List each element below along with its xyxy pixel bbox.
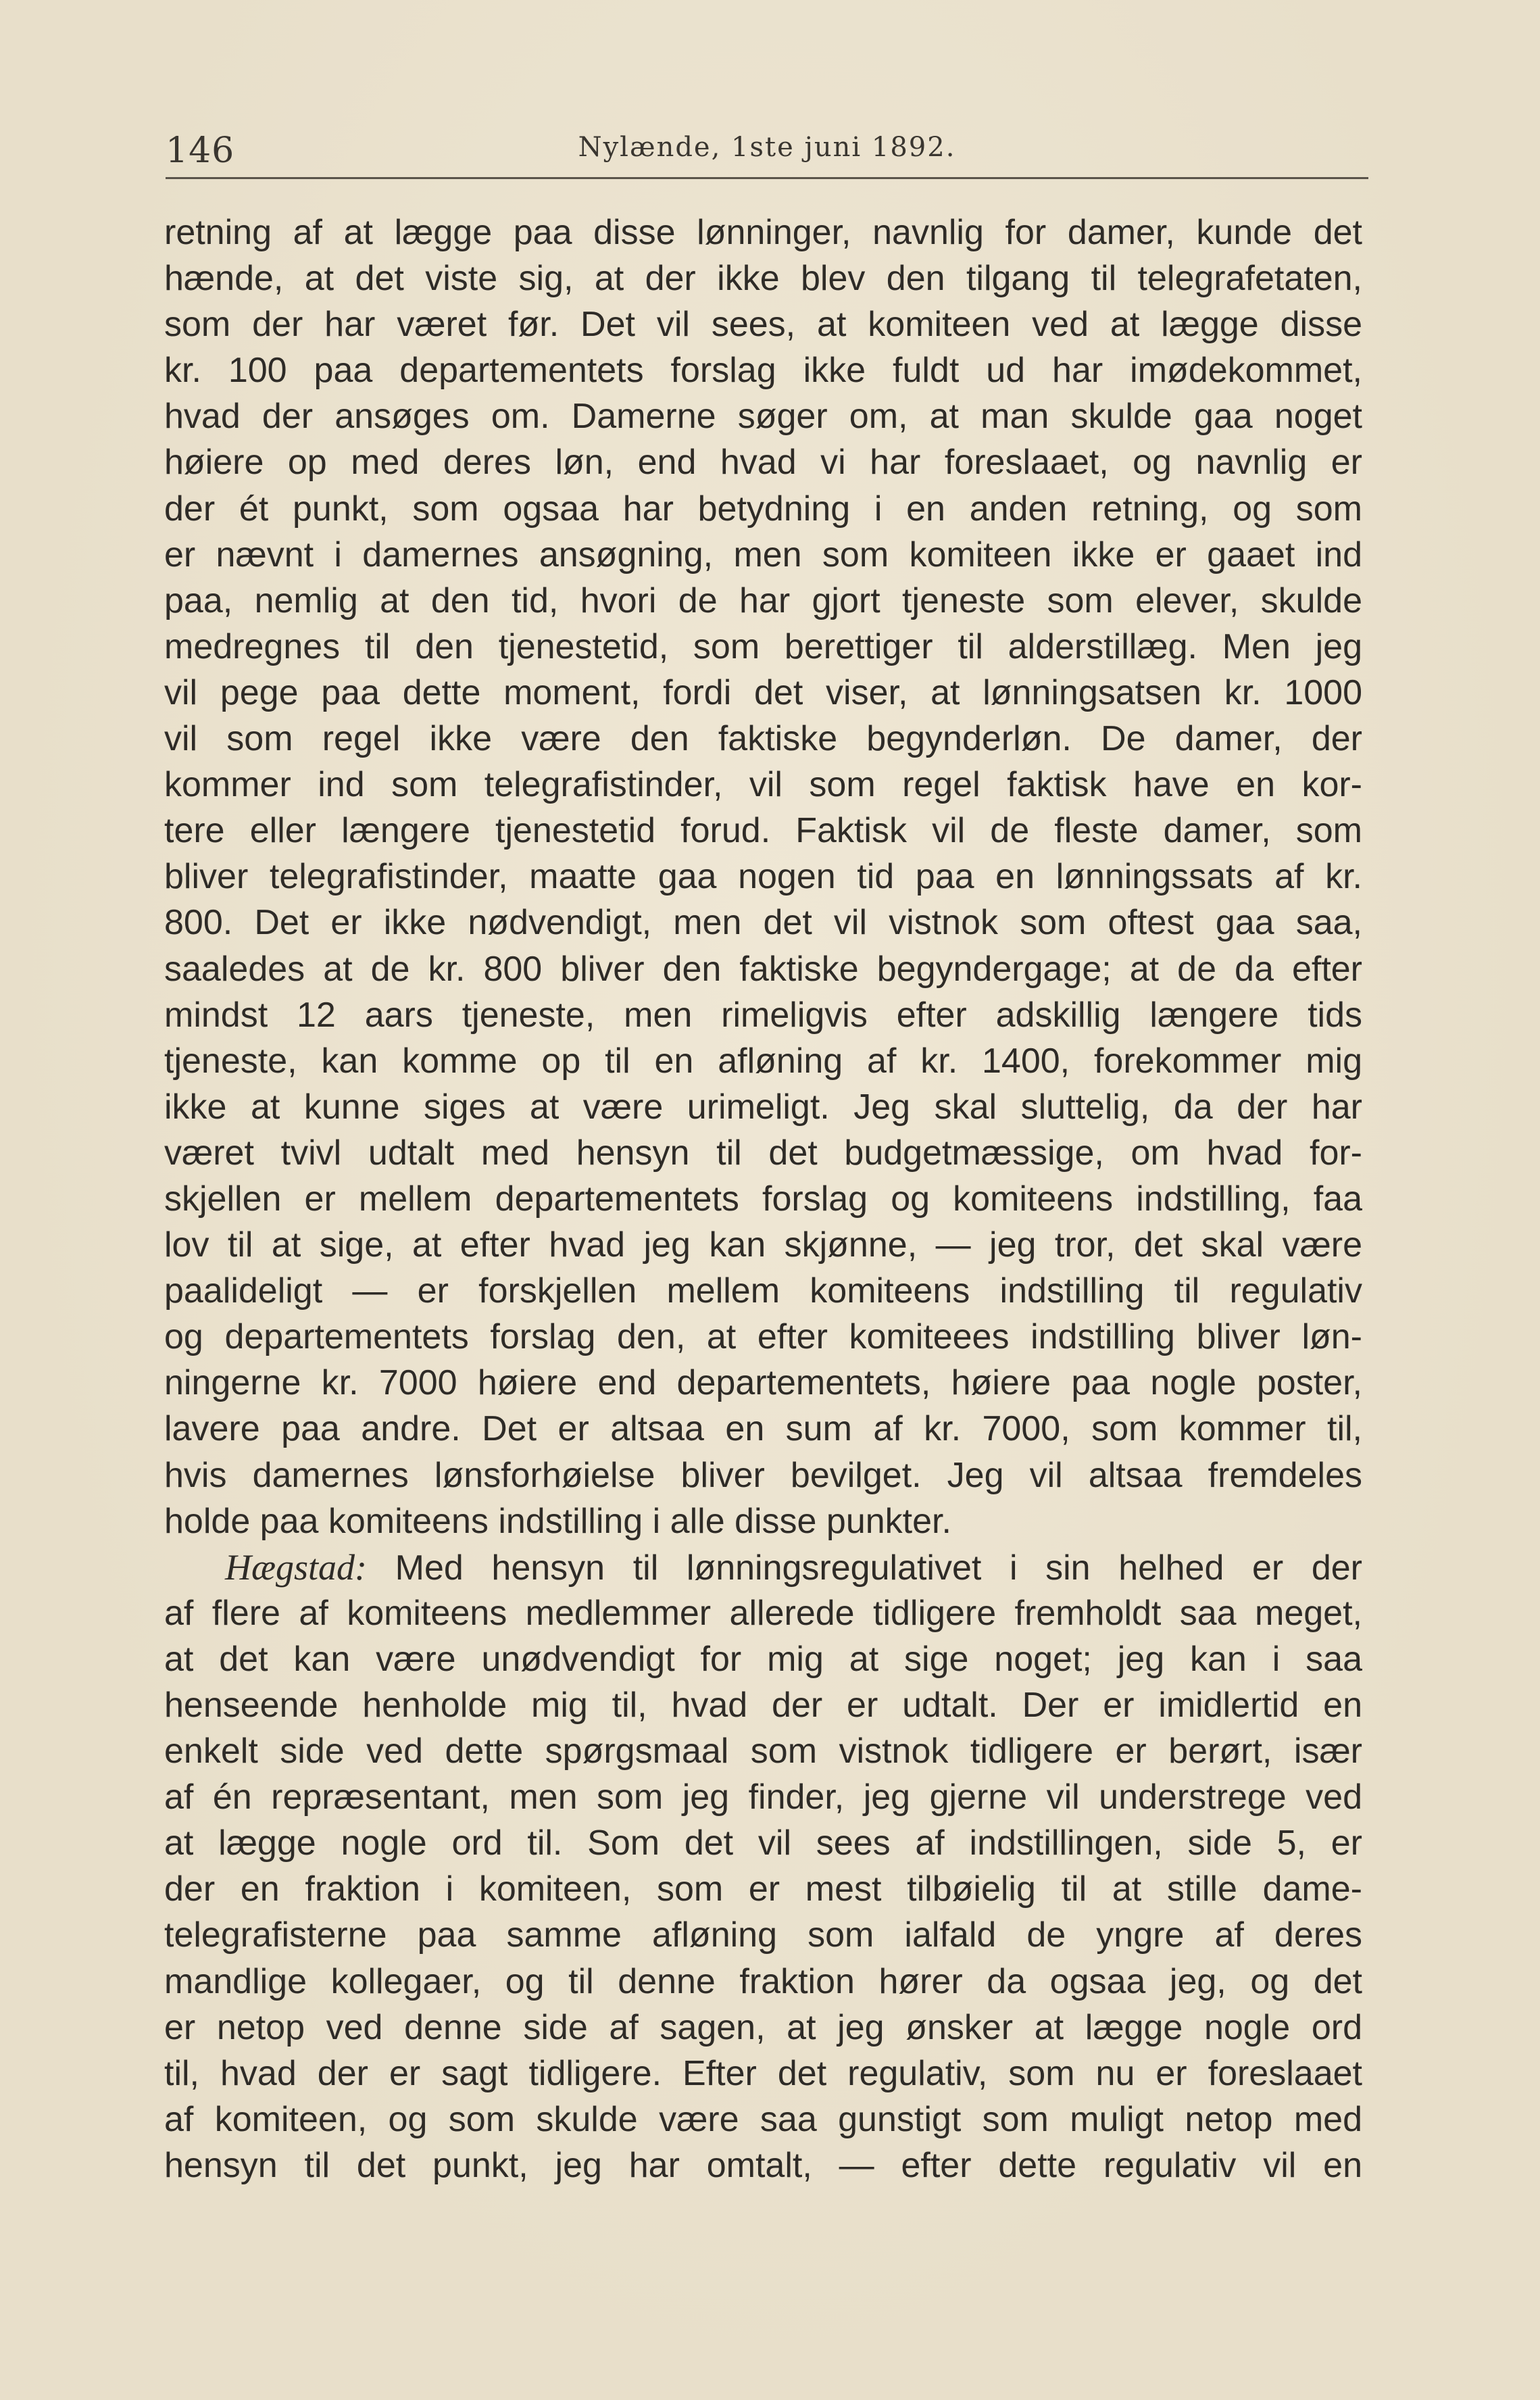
speaker-line-text: Med hensyn til lønningsregulativet i sin helhed er der <box>395 1548 1362 1588</box>
page-header <box>166 125 1368 172</box>
text-line: ningerne kr. 7000 høiere end departementets, høiere paa nogle poster, <box>164 1363 1362 1403</box>
speaker-name: Hægstad: <box>225 1546 368 1588</box>
text-line: og departementets forslag den, at efter komiteees indstilling bliver løn- <box>164 1317 1362 1357</box>
text-line: hvad der ansøges om. Damerne søger om, at man skulde gaa noget <box>164 397 1362 437</box>
page-number: 146 <box>166 130 235 171</box>
text-line: at lægge nogle ord til. Som det vil sees af indstillingen, side 5, er <box>164 1823 1362 1863</box>
paragraph-2 <box>164 1544 1362 2188</box>
text-line: som der har været før. Det vil sees, at komiteen ved at lægge disse <box>164 305 1362 345</box>
text-line: hvis damernes lønsforhøielse bliver bevilget. Jeg vil altsaa fremdeles <box>164 1455 1362 1495</box>
text-line: hænde, at det viste sig, at der ikke blev den tilgang til telegrafetaten, <box>164 259 1362 299</box>
text-line: der ét punkt, som ogsaa har betydning i en anden retning, og som <box>164 489 1362 529</box>
text-line: at det kan være unødvendigt for mig at sige noget; jeg kan i saa <box>164 1639 1362 1679</box>
text-line: vil som regel ikke være den faktiske begynderløn. De damer, der <box>164 719 1362 759</box>
text-line: tere eller længere tjenestetid forud. Faktisk vil de fleste damer, som <box>164 811 1362 851</box>
text-line: af én repræsentant, men som jeg finder, jeg gjerne vil understrege ved <box>164 1778 1362 1817</box>
text-line: ikke at kunne siges at være urimeligt. Jeg skal sluttelig, da der har <box>164 1087 1362 1127</box>
text-line: af komiteen, og som skulde være saa gunstigt som muligt netop med <box>164 2099 1362 2139</box>
text-line: lov til at sige, at efter hvad jeg kan skjønne, — jeg tror, det skal være <box>164 1225 1362 1265</box>
text-line: bliver telegrafistinder, maatte gaa nogen tid paa en lønningssats af kr. <box>164 857 1362 897</box>
text-line: været tvivl udtalt med hensyn til det budgetmæssige, om hvad for- <box>164 1133 1362 1173</box>
text-line: tjeneste, kan komme op til en afløning af kr. 1400, forekommer mig <box>164 1041 1362 1081</box>
text-line: skjellen er mellem departementets forslag og komiteens indstilling, faa <box>164 1179 1362 1219</box>
header-rule <box>166 177 1368 179</box>
speaker-line <box>164 1544 1362 1590</box>
text-line: telegrafisterne paa samme afløning som ialfald de yngre af deres <box>164 1915 1362 1955</box>
running-title: Nylænde, 1ste juni 1892. <box>578 132 956 163</box>
text-line: retning af at lægge paa disse lønninger, navnlig for damer, kunde det <box>164 213 1362 252</box>
text-line: saaledes at de kr. 800 bliver den faktiske begyndergage; at de da efter <box>164 949 1362 989</box>
text-line: holde paa komiteens indstilling i alle disse punkter. <box>164 1501 951 1541</box>
text-line: af flere af komiteens medlemmer allerede tidligere fremholdt saa meget, <box>164 1593 1362 1633</box>
text-line: medregnes til den tjenestetid, som berettiger til alderstillæg. Men jeg <box>164 627 1362 666</box>
text-line: er nævnt i damernes ansøgning, men som komiteen ikke er gaaet ind <box>164 535 1362 574</box>
paragraph-1 <box>164 210 1362 1544</box>
text-line: mindst 12 aars tjeneste, men rimeligvis efter adskillig længere tids <box>164 995 1362 1035</box>
text-line: paa, nemlig at den tid, hvori de har gjort tjeneste som elever, skulde <box>164 581 1362 620</box>
text-line: enkelt side ved dette spørgsmaal som vistnok tidligere er berørt, især <box>164 1732 1362 1771</box>
text-line: kr. 100 paa departementets forslag ikke fuldt ud har imødekommet, <box>164 351 1362 391</box>
text-line: er netop ved denne side af sagen, at jeg ønsker at lægge nogle ord <box>164 2007 1362 2047</box>
text-line: 800. Det er ikke nødvendigt, men det vil vistnok som oftest gaa saa, <box>164 903 1362 943</box>
text-line: mandlige kollegaer, og til denne fraktion hører da ogsaa jeg, og det <box>164 1961 1362 2001</box>
text-line: henseende henholde mig til, hvad der er udtalt. Der er imidlertid en <box>164 1686 1362 1725</box>
text-line: til, hvad der er sagt tidligere. Efter det regulativ, som nu er foreslaaet <box>164 2053 1362 2093</box>
text-line: høiere op med deres løn, end hvad vi har foreslaaet, og navnlig er <box>164 443 1362 483</box>
text-line: vil pege paa dette moment, fordi det viser, at lønningsatsen kr. 1000 <box>164 672 1362 712</box>
text-line: paalideligt — er forskjellen mellem komiteens indstilling til regulativ <box>164 1271 1362 1311</box>
text-line: kommer ind som telegrafistinder, vil som regel faktisk have en kor- <box>164 765 1362 805</box>
text-line: hensyn til det punkt, jeg har omtalt, — efter dette regulativ vil en <box>164 2145 1362 2185</box>
text-line: der en fraktion i komiteen, som er mest tilbøielig til at stille dame- <box>164 1869 1362 1909</box>
body-text <box>164 210 1362 2188</box>
text-line: lavere paa andre. Det er altsaa en sum af kr. 7000, som kommer til, <box>164 1409 1362 1449</box>
